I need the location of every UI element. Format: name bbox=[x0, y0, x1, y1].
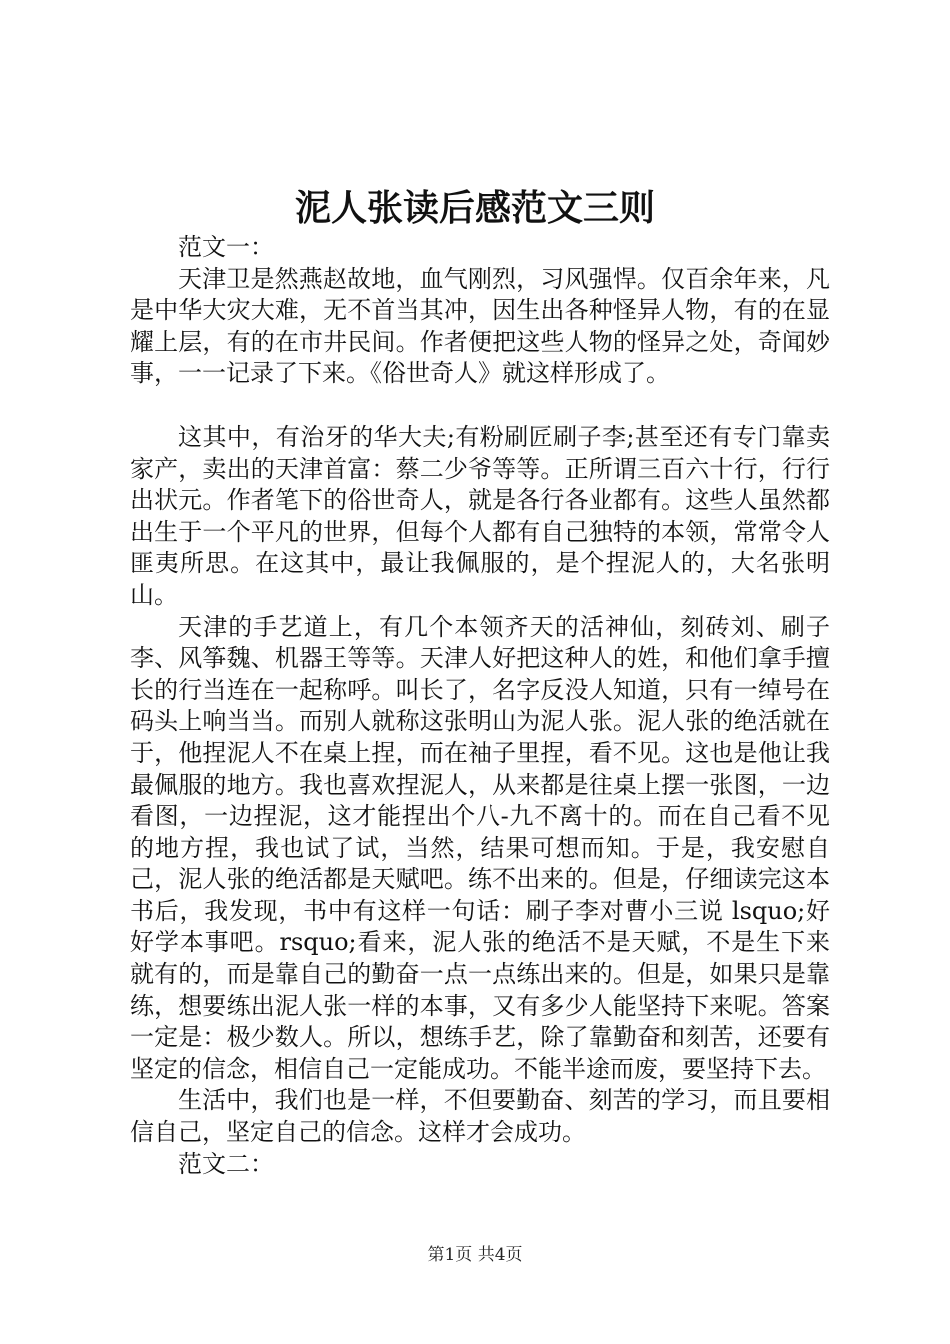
document-body bbox=[130, 232, 830, 1180]
paragraph-4: 生活中，我们也是一样，不但要勤奋、刻苦的学习，而且要相信自己，坚定自己的信念。这样才会成功。 bbox=[130, 1086, 830, 1147]
document-title: 泥人张读后感范文三则 bbox=[294, 187, 655, 229]
paragraph-1: 天津卫是然燕赵故地，血气刚烈，习风强悍。仅百余年来，凡是中华大灾大难，无不首当其冲，因生出各种怪异人物，有的在显耀上层，有的在市井民间。作者便把这些人物的怪异之处，奇闻妙事，一一记录了下来。《俗世奇人》就这样形成了。 bbox=[130, 264, 830, 388]
section-heading-2: 范文二： bbox=[178, 1149, 274, 1178]
page-number-footer: 第1页 共4页 bbox=[427, 1245, 523, 1265]
paragraph-3: 天津的手艺道上，有几个本领齐天的活神仙，刻砖刘、刷子李、风筝魏、机器王等等。天津人好把这种人的姓，和他们拿手擅长的行当连在一起称呼。叫长了，名字反没人知道，只有一绰号在码头上响当当。而别人就称这张明山为泥人张。泥人张的绝活就在于，他捏泥人不在桌上捏，而在袖子里捏，看不见。这也是他让我最佩服的地方。我也喜欢捏泥人，从来都是往桌上摆一张图，一边看图，一边捏泥，这才能捏出个八-九不离十的。而在自己看不见的地方捏，我也试了试，当然，结果可想而知。于是，我安慰自己，泥人张的绝活都是天赋吧。练不出来的。但是，仔细读完这本书后，我发现，书中有这样一句话：刷子李对曹小三说 lsquo;好好学本事吧。rsquo;看来，泥人张的绝活不是天赋，不是生下来就有的，而是靠自己的勤奋一点一点练出来的。但是，如果只是靠练，想要练出泥人张一样的本事，又有多少人能坚持下来呢。答案一定是：极少数人。所以，想练手艺，除了靠勤奋和刻苦，还要有坚定的信念，相信自己一定能成功。不能半途而废，要坚持下去。 bbox=[130, 612, 830, 1083]
paragraph-2: 这其中，有治牙的华大夫;有粉刷匠刷子李;甚至还有专门靠卖家产，卖出的天津首富：蔡二少爷等等。正所谓三百六十行，行行出状元。作者笔下的俗世奇人，就是各行各业都有。这些人虽然都出生于一个平凡的世界，但每个人都有自己独特的本领，常常令人匪夷所思。在这其中，最让我佩服的，是个捏泥人的，大名张明山。 bbox=[130, 422, 830, 609]
section-heading-1: 范文一： bbox=[178, 233, 274, 261]
